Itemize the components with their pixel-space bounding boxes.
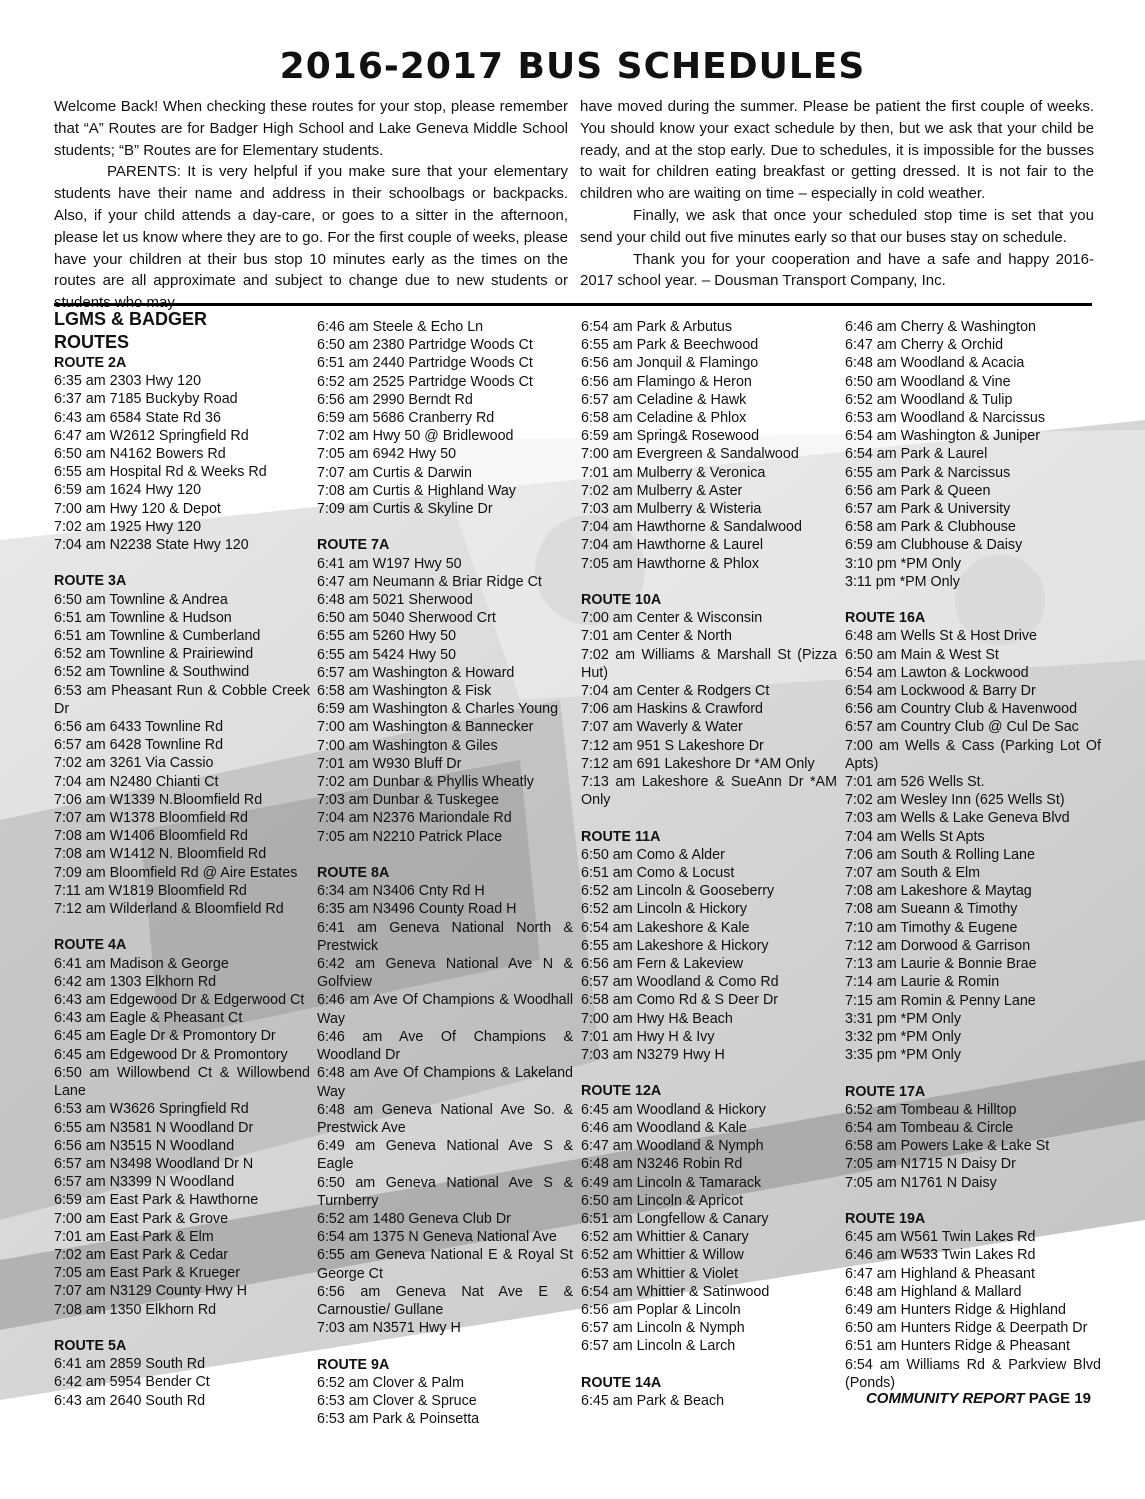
stop-entry: 7:01 am W930 Bluff Dr bbox=[317, 755, 462, 772]
route-block bbox=[54, 1337, 310, 1410]
stop-entry: 6:52 am Lincoln & Hickory bbox=[581, 901, 748, 918]
stop-entry: 6:56 am 6433 Townline Rd bbox=[54, 719, 224, 736]
stop-entry: 7:01 am 526 Wells St. bbox=[845, 774, 985, 791]
intro-paragraph: Finally, we ask that once your scheduled stop time is set that you send your child out five minutes early so that our buses stay on schedule. bbox=[580, 206, 1094, 246]
route-block bbox=[845, 1210, 1101, 1392]
stop-entry: 6:52 am Townline & Southwind bbox=[54, 664, 250, 681]
route-block bbox=[845, 318, 1101, 591]
stop-entry: 7:00 am Washington & Bannecker bbox=[317, 719, 534, 736]
stop-entry: 6:56 am Country Club & Havenwood bbox=[845, 701, 1078, 718]
stop-entry: 6:57 am 6428 Townline Rd bbox=[54, 737, 224, 754]
stop-entry: 6:58 am Powers Lake & Lake St bbox=[845, 1138, 1050, 1155]
stop-entry: 7:02 am Williams & Marshall St (Pizza Hut) bbox=[581, 646, 837, 681]
section-title bbox=[54, 308, 310, 354]
stop-entry: 6:57 am Park & University bbox=[845, 501, 1011, 518]
stop-entry: 7:02 am Mulberry & Aster bbox=[581, 482, 743, 499]
route-name: ROUTE 19A bbox=[845, 1210, 926, 1227]
stop-entry: 6:50 am Geneva National Ave S & Turnberry bbox=[317, 1174, 573, 1209]
stop-entry: 6:57 am Country Club @ Cul De Sac bbox=[845, 719, 1079, 736]
stop-entry: 6:53 am Whittier & Violet bbox=[581, 1265, 739, 1282]
stop-entry: 6:50 am Woodland & Vine bbox=[845, 373, 1011, 390]
stop-entry: 6:57 am N3399 N Woodland bbox=[54, 1174, 235, 1191]
stop-entry: 7:05 am N1715 N Daisy Dr bbox=[845, 1156, 1016, 1173]
stop-entry: 6:48 am Wells St & Host Drive bbox=[845, 628, 1038, 645]
stop-entry: 7:08 am Lakeshore & Maytag bbox=[845, 883, 1032, 900]
route-name: ROUTE 7A bbox=[317, 537, 390, 554]
stop-entry: 7:02 am Hwy 50 @ Bridlewood bbox=[317, 428, 514, 445]
intro-text-right bbox=[580, 96, 1094, 292]
stop-entry: 6:50 am Como & Alder bbox=[581, 846, 725, 863]
route-block bbox=[54, 572, 310, 918]
stop-entry: 7:02 am East Park & Cedar bbox=[54, 1246, 229, 1263]
stop-entry: 7:09 am Bloomfield Rd @ Aire Estates bbox=[54, 864, 298, 881]
stop-entry: 7:01 am Center & North bbox=[581, 628, 732, 645]
stop-entry: 7:05 am Hawthorne & Phlox bbox=[581, 555, 760, 572]
stop-entry: 6:56 am Geneva Nat Ave E & Carnoustie/ Gullane bbox=[317, 1283, 573, 1318]
stop-entry: 6:46 am Ave Of Champions & Woodhall Way bbox=[317, 992, 573, 1027]
stop-entry: 6:51 am Townline & Cumberland bbox=[54, 628, 261, 645]
stop-entry: 6:50 am Willowbend Ct & Willowbend Lane bbox=[54, 1064, 310, 1100]
stop-entry: 6:54 am Tombeau & Circle bbox=[845, 1119, 1014, 1136]
route-block bbox=[845, 609, 1101, 1064]
route-block bbox=[581, 1374, 837, 1410]
stop-entry: 6:51 am Hunters Ridge & Pheasant bbox=[845, 1338, 1070, 1355]
route-name: ROUTE 3A bbox=[54, 573, 127, 590]
stop-entry: 3:35 pm *PM Only bbox=[845, 1047, 962, 1064]
stop-entry: 7:04 am N2376 Mariondale Rd bbox=[317, 810, 512, 827]
stop-entry: 6:55 am Geneva National E & Royal St George Ct bbox=[317, 1247, 573, 1282]
intro-paragraph: Welcome Back! When checking these routes for your stop, please remember that “A” Routes are for Badger High School and Lake Geneva Middle School students; “B” Routes are for Elementary students. bbox=[54, 98, 568, 159]
route-column-2 bbox=[317, 318, 573, 1447]
stop-entry: 7:08 am W1412 N. Bloomfield Rd bbox=[54, 846, 267, 863]
stop-entry: 6:41 am Geneva National North & Prestwick bbox=[317, 919, 573, 954]
route-name: ROUTE 16A bbox=[845, 610, 926, 627]
stop-entry: 6:59 am 1624 Hwy 120 bbox=[54, 482, 202, 499]
stop-entry: 6:53 am Woodland & Narcissus bbox=[845, 410, 1045, 427]
stop-entry: 7:01 am East Park & Elm bbox=[54, 1228, 214, 1245]
stop-entry: 6:54 am Lakeshore & Kale bbox=[581, 919, 750, 936]
stop-entry: 6:54 am Park & Arbutus bbox=[581, 319, 732, 335]
route-name: ROUTE 4A bbox=[54, 937, 127, 954]
stop-entry: 6:56 am 2990 Berndt Rd bbox=[317, 391, 473, 408]
stop-entry: 6:46 am Cherry & Washington bbox=[845, 319, 1036, 335]
intro-paragraph: have moved during the summer. Please be patient the first couple of weeks. You should know your exact schedule by then, but we ask that your child be ready, and at the stop early. Due to schedules, it is impossible for the busses to wait for children eating breakfast or getting dressed. It is not fair to the children who are waiting on time – especially in cold weather. bbox=[580, 98, 1094, 203]
stop-entry: 7:04 am Hawthorne & Sandalwood bbox=[581, 519, 802, 536]
section-divider bbox=[54, 303, 1092, 306]
stop-entry: 6:42 am 1303 Elkhorn Rd bbox=[54, 973, 217, 990]
stop-entry: 7:07 am Curtis & Darwin bbox=[317, 464, 472, 481]
stop-entry: 6:52 am Woodland & Tulip bbox=[845, 391, 1013, 408]
stop-entry: 7:02 am Wesley Inn (625 Wells St) bbox=[845, 792, 1065, 809]
stop-entry: 6:37 am 7185 Buckyby Road bbox=[54, 391, 238, 408]
stop-entry: 6:52 am Lincoln & Gooseberry bbox=[581, 883, 775, 900]
publication-name: COMMUNITY REPORT bbox=[865, 1390, 1025, 1407]
route-block bbox=[54, 936, 310, 1318]
stop-entry: 7:02 am 1925 Hwy 120 bbox=[54, 518, 202, 535]
stop-entry: 6:35 am N3496 County Road H bbox=[317, 901, 517, 918]
stop-entry: 7:12 am 951 S Lakeshore Dr bbox=[581, 737, 764, 754]
stop-entry: 7:08 am 1350 Elkhorn Rd bbox=[54, 1301, 217, 1318]
stop-entry: 7:06 am South & Rolling Lane bbox=[845, 846, 1035, 863]
stop-entry: 6:48 am Ave Of Champions & Lakeland Way bbox=[317, 1065, 573, 1100]
stop-entry: 6:50 am Main & West St bbox=[845, 646, 999, 663]
stop-entry: 6:55 am 5260 Hwy 50 bbox=[317, 628, 457, 645]
route-block bbox=[581, 828, 837, 1065]
stop-entry: 6:46 am W533 Twin Lakes Rd bbox=[845, 1247, 1036, 1264]
section-title-line-1: LGMS & BADGER bbox=[54, 309, 207, 329]
route-column-3 bbox=[581, 318, 837, 1428]
stop-entry: 6:54 am Lawton & Lockwood bbox=[845, 664, 1029, 681]
intro-paragraph: PARENTS: It is very helpful if you make sure that your elementary students have their name and address in their schoolbags or backpacks. Also, if your child attends a day-care, or goes to a sitter in the afternoon, please let us know where they are to go. For the first couple of weeks, please have your children at their bus stop 10 minutes early as the times on the routes are all approximate and subject to change due to new students or bbox=[54, 163, 568, 290]
stop-entry: 7:07 am South & Elm bbox=[845, 865, 981, 882]
stop-entry: 6:57 am Washington & Howard bbox=[317, 664, 515, 681]
stop-entry: 6:56 am Jonquil & Flamingo bbox=[581, 355, 759, 372]
stop-entry: 7:12 am 691 Lakeshore Dr *AM Only bbox=[581, 755, 815, 772]
stop-entry: 7:01 am Hwy H & Ivy bbox=[581, 1028, 715, 1045]
stop-entry: 6:58 am Park & Clubhouse bbox=[845, 519, 1016, 536]
route-block bbox=[581, 1082, 837, 1355]
stop-entry: 6:50 am Lincoln & Apricot bbox=[581, 1192, 744, 1209]
stop-entry: 6:57 am Lincoln & Larch bbox=[581, 1338, 736, 1355]
route-block bbox=[581, 591, 837, 809]
stop-entry: 6:54 am Park & Laurel bbox=[845, 446, 988, 463]
stop-entry: 6:48 am Geneva National Ave So. & Prestwick Ave bbox=[317, 1101, 573, 1136]
stop-entry: 6:50 am Hunters Ridge & Deerpath Dr bbox=[845, 1320, 1088, 1337]
stop-entry: 6:55 am Park & Narcissus bbox=[845, 464, 1011, 481]
stop-entry: 7:04 am Hawthorne & Laurel bbox=[581, 537, 763, 554]
stop-entry: 7:03 am N3279 Hwy H bbox=[581, 1047, 725, 1064]
stop-entry: 6:46 am Steele & Echo Ln bbox=[317, 319, 484, 335]
stop-entry: 6:57 am N3498 Woodland Dr N bbox=[54, 1155, 254, 1172]
stop-entry: 6:57 am Celadine & Hawk bbox=[581, 391, 747, 408]
stop-entry: 6:48 am Highland & Mallard bbox=[845, 1283, 1022, 1300]
route-name: ROUTE 8A bbox=[317, 865, 390, 882]
stop-entry: 6:54 am 1375 N Geneva National Ave bbox=[317, 1229, 557, 1246]
stop-entry: 6:42 am Geneva National Ave N & Golfview bbox=[317, 956, 573, 991]
stop-entry: 7:07 am W1378 Bloomfield Rd bbox=[54, 810, 248, 827]
route-column-1 bbox=[54, 308, 310, 1428]
stop-entry: 7:10 am Timothy & Eugene bbox=[845, 919, 1018, 936]
route-name: ROUTE 14A bbox=[581, 1374, 662, 1391]
stop-entry: 6:51 am Longfellow & Canary bbox=[581, 1210, 769, 1227]
stop-entry: 6:59 am Washington & Charles Young bbox=[317, 701, 559, 718]
stop-entry: 6:53 am Pheasant Run & Cobble Creek Dr bbox=[54, 682, 310, 717]
stop-entry: 7:15 am Romin & Penny Lane bbox=[845, 992, 1036, 1009]
stop-entry: 7:03 am Mulberry & Wisteria bbox=[581, 501, 762, 518]
route-name: ROUTE 2A bbox=[54, 355, 127, 371]
stop-entry: 6:52 am Townline & Prairiewind bbox=[54, 646, 254, 663]
route-block bbox=[317, 1356, 573, 1429]
stop-entry: 6:59 am East Park & Hawthorne bbox=[54, 1192, 259, 1209]
route-name: ROUTE 11A bbox=[581, 828, 661, 845]
route-block bbox=[54, 354, 310, 554]
stop-entry: 6:52 am Whittier & Canary bbox=[581, 1229, 749, 1246]
stop-entry: 6:43 am 2640 South Rd bbox=[54, 1392, 206, 1409]
stop-entry: 6:45 am Park & Beach bbox=[581, 1392, 725, 1409]
stop-entry: 7:04 am N2238 State Hwy 120 bbox=[54, 537, 249, 554]
route-block bbox=[317, 318, 573, 518]
stop-entry: 6:46 am Ave Of Champions & Woodland Dr bbox=[317, 1028, 573, 1064]
stop-entry: 7:04 am Center & Rodgers Ct bbox=[581, 683, 770, 700]
stop-entry: 6:54 am Lockwood & Barry Dr bbox=[845, 683, 1036, 700]
stop-entry: 6:53 am Clover & Spruce bbox=[317, 1392, 477, 1409]
stop-entry: 6:45 am W561 Twin Lakes Rd bbox=[845, 1229, 1036, 1246]
stop-entry: 6:54 am Whittier & Satinwood bbox=[581, 1283, 770, 1300]
stop-entry: 6:45 am Edgewood Dr & Promontory bbox=[54, 1046, 288, 1063]
stop-entry: 6:55 am N3581 N Woodland Dr bbox=[54, 1119, 254, 1136]
stop-entry: 7:08 am W1406 Bloomfield Rd bbox=[54, 828, 248, 845]
stop-entry: 7:06 am Haskins & Crawford bbox=[581, 701, 763, 718]
stop-entry: 6:41 am W197 Hwy 50 bbox=[317, 555, 462, 572]
stop-entry: 6:58 am Celadine & Phlox bbox=[581, 410, 747, 427]
stop-entry: 7:13 am Laurie & Bonnie Brae bbox=[845, 956, 1037, 973]
stop-entry: 3:31 pm *PM Only bbox=[845, 1010, 962, 1027]
stop-entry: 7:11 am W1819 Bloomfield Rd bbox=[54, 882, 247, 899]
page-footer bbox=[866, 1390, 1091, 1407]
stop-entry: 7:07 am Waverly & Water bbox=[581, 719, 743, 736]
stop-entry: 6:55 am 5424 Hwy 50 bbox=[317, 646, 457, 663]
intro-text-left bbox=[54, 96, 568, 314]
stop-entry: 6:52 am Clover & Palm bbox=[317, 1374, 464, 1391]
stop-entry: 6:47 am W2612 Springfield Rd bbox=[54, 427, 249, 444]
stop-entry: 7:05 am N2210 Patrick Place bbox=[317, 828, 503, 845]
stop-entry: 7:00 am Evergreen & Sandalwood bbox=[581, 446, 799, 463]
stop-entry: 6:54 am Williams Rd & Parkview Blvd (Ponds) bbox=[845, 1356, 1101, 1391]
stop-entry: 6:51 am Townline & Hudson bbox=[54, 609, 232, 626]
stop-entry: 7:08 am Sueann & Timothy bbox=[845, 901, 1018, 918]
stop-entry: 6:58 am Como Rd & S Deer Dr bbox=[581, 992, 779, 1009]
stop-entry: 7:05 am East Park & Krueger bbox=[54, 1265, 240, 1282]
stop-entry: 6:56 am Flamingo & Heron bbox=[581, 373, 752, 390]
page-title: 2016-2017 BUS SCHEDULES bbox=[279, 46, 866, 87]
route-block bbox=[317, 536, 573, 845]
stop-entry: 6:48 am 5021 Sherwood bbox=[317, 592, 473, 609]
stop-entry: 7:01 am Mulberry & Veronica bbox=[581, 464, 766, 481]
stop-entry: 7:02 am 3261 Via Cassio bbox=[54, 755, 214, 772]
stop-entry: 6:47 am Woodland & Nymph bbox=[581, 1138, 764, 1155]
stop-entry: 7:07 am N3129 County Hwy H bbox=[54, 1283, 248, 1300]
stop-entry: 7:14 am Laurie & Romin bbox=[845, 974, 1000, 991]
stop-entry: 7:03 am Wells & Lake Geneva Blvd bbox=[845, 810, 1070, 827]
stop-entry: 7:00 am Center & Wisconsin bbox=[581, 610, 763, 627]
stop-entry: 6:46 am Woodland & Kale bbox=[581, 1119, 747, 1136]
stop-entry: 6:43 am 6584 State Rd 36 bbox=[54, 409, 221, 426]
stop-entry: 7:02 am Dunbar & Phyllis Wheatly bbox=[317, 774, 534, 791]
stop-entry: 3:10 pm *PM Only bbox=[845, 555, 962, 572]
route-name: ROUTE 9A bbox=[317, 1356, 390, 1373]
stop-entry: 7:05 am 6942 Hwy 50 bbox=[317, 446, 457, 463]
stop-entry: 6:41 am 2859 South Rd bbox=[54, 1356, 206, 1373]
route-column-4 bbox=[845, 318, 1101, 1410]
route-name: ROUTE 17A bbox=[845, 1083, 926, 1100]
stop-entry: 6:45 am Eagle Dr & Promontory Dr bbox=[54, 1028, 276, 1045]
stop-entry: 6:59 am Spring& Rosewood bbox=[581, 428, 760, 445]
stop-entry: 6:49 am Hunters Ridge & Highland bbox=[845, 1301, 1066, 1318]
stop-entry: 6:47 am Cherry & Orchid bbox=[845, 337, 1004, 354]
stop-entry: 6:52 am Tombeau & Hilltop bbox=[845, 1101, 1017, 1118]
stop-entry: 6:41 am Madison & George bbox=[54, 955, 229, 972]
stop-entry: 6:52 am 2525 Partridge Woods Ct bbox=[317, 373, 533, 390]
intro-paragraph: Thank you for your cooperation and have a safe and happy 2016-2017 school year. – Dousman Transport Company, Inc. bbox=[580, 250, 1094, 290]
stop-entry: 6:53 am W3626 Springfield Rd bbox=[54, 1101, 249, 1118]
stop-entry: 7:09 am Curtis & Skyline Dr bbox=[317, 501, 493, 518]
stop-entry: 7:05 am N1761 N Daisy bbox=[845, 1174, 997, 1191]
stop-entry: 7:12 am Wilderland & Bloomfield Rd bbox=[54, 901, 284, 918]
stop-entry: 6:51 am Como & Locust bbox=[581, 865, 735, 882]
stop-entry: 6:43 am Edgewood Dr & Edgerwood Ct bbox=[54, 992, 305, 1009]
stop-entry: 6:52 am 1480 Geneva Club Dr bbox=[317, 1210, 511, 1227]
stop-entry: 6:56 am N3515 N Woodland bbox=[54, 1137, 235, 1154]
route-name: ROUTE 10A bbox=[581, 592, 662, 609]
stop-entry: 6:50 am N4162 Bowers Rd bbox=[54, 446, 226, 463]
stop-entry: 6:56 am Poplar & Lincoln bbox=[581, 1301, 741, 1318]
stop-entry: 7:06 am W1339 N.Bloomfield Rd bbox=[54, 791, 263, 808]
stop-entry: 6:59 am 5686 Cranberry Rd bbox=[317, 410, 495, 427]
route-block bbox=[317, 864, 573, 1337]
stop-entry: 6:48 am Woodland & Acacia bbox=[845, 355, 1025, 372]
stop-entry: 7:00 am East Park & Grove bbox=[54, 1210, 229, 1227]
stop-entry: 7:08 am Curtis & Highland Way bbox=[317, 482, 516, 499]
stop-entry: 7:12 am Dorwood & Garrison bbox=[845, 937, 1031, 954]
stop-entry: 6:43 am Eagle & Pheasant Ct bbox=[54, 1010, 243, 1027]
stop-entry: 6:56 am Park & Queen bbox=[845, 482, 991, 499]
stop-entry: 6:50 am 5040 Sherwood Crt bbox=[317, 610, 496, 627]
stop-entry: 6:53 am Park & Poinsetta bbox=[317, 1411, 480, 1428]
stop-entry: 6:57 am Lincoln & Nymph bbox=[581, 1320, 745, 1337]
stop-entry: 6:52 am Whittier & Willow bbox=[581, 1247, 744, 1264]
stop-entry: 7:00 am Wells & Cass (Parking Lot Of Apts) bbox=[845, 737, 1101, 772]
stop-entry: 6:50 am Townline & Andrea bbox=[54, 591, 228, 608]
stop-entry: 6:48 am N3246 Robin Rd bbox=[581, 1156, 743, 1173]
stop-entry: 7:00 am Washington & Giles bbox=[317, 737, 498, 754]
stop-entry: 6:47 am Neumann & Briar Ridge Ct bbox=[317, 573, 542, 590]
stop-entry: 6:54 am Washington & Juniper bbox=[845, 428, 1040, 445]
stop-entry: 6:55 am Hospital Rd & Weeks Rd bbox=[54, 464, 267, 481]
stop-entry: 6:50 am 2380 Partridge Woods Ct bbox=[317, 337, 533, 354]
stop-entry: 7:00 am Hwy 120 & Depot bbox=[54, 500, 221, 517]
stop-entry: 3:32 pm *PM Only bbox=[845, 1028, 962, 1045]
route-name: ROUTE 12A bbox=[581, 1083, 662, 1100]
stop-entry: 6:47 am Highland & Pheasant bbox=[845, 1265, 1035, 1282]
stop-entry: 6:59 am Clubhouse & Daisy bbox=[845, 537, 1023, 554]
stop-entry: 6:57 am Woodland & Como Rd bbox=[581, 974, 779, 991]
stop-entry: 7:03 am Dunbar & Tuskegee bbox=[317, 792, 499, 809]
route-block bbox=[581, 318, 837, 573]
stop-entry: 6:49 am Lincoln & Tamarack bbox=[581, 1174, 762, 1191]
section-title-line-2: ROUTES bbox=[54, 332, 130, 352]
stop-entry: 6:45 am Woodland & Hickory bbox=[581, 1101, 766, 1118]
stop-entry: 7:13 am Lakeshore & SueAnn Dr *AM Only bbox=[581, 774, 837, 809]
stop-entry: 7:04 am N2480 Chianti Ct bbox=[54, 773, 219, 790]
stop-entry: 7:04 am Wells St Apts bbox=[845, 828, 985, 845]
stop-entry: 3:11 pm *PM Only bbox=[845, 573, 960, 590]
stop-entry: 6:42 am 5954 Bender Ct bbox=[54, 1374, 210, 1391]
stop-entry: 6:55 am Park & Beechwood bbox=[581, 337, 759, 354]
page-number: PAGE 19 bbox=[1028, 1390, 1091, 1407]
stop-entry: 6:34 am N3406 Cnty Rd H bbox=[317, 883, 485, 900]
route-name: ROUTE 5A bbox=[54, 1337, 127, 1354]
stop-entry: 6:51 am 2440 Partridge Woods Ct bbox=[317, 355, 533, 372]
stop-entry: 6:49 am Geneva National Ave S & Eagle bbox=[317, 1138, 573, 1173]
stop-entry: 6:55 am Lakeshore & Hickory bbox=[581, 937, 769, 954]
stop-entry: 6:56 am Fern & Lakeview bbox=[581, 956, 744, 973]
stop-entry: 7:00 am Hwy H& Beach bbox=[581, 1010, 733, 1027]
stop-entry: 7:03 am N3571 Hwy H bbox=[317, 1320, 461, 1337]
stop-entry: 6:35 am 2303 Hwy 120 bbox=[54, 373, 202, 390]
stop-entry: 6:58 am Washington & Fisk bbox=[317, 683, 492, 700]
route-block bbox=[845, 1083, 1101, 1192]
